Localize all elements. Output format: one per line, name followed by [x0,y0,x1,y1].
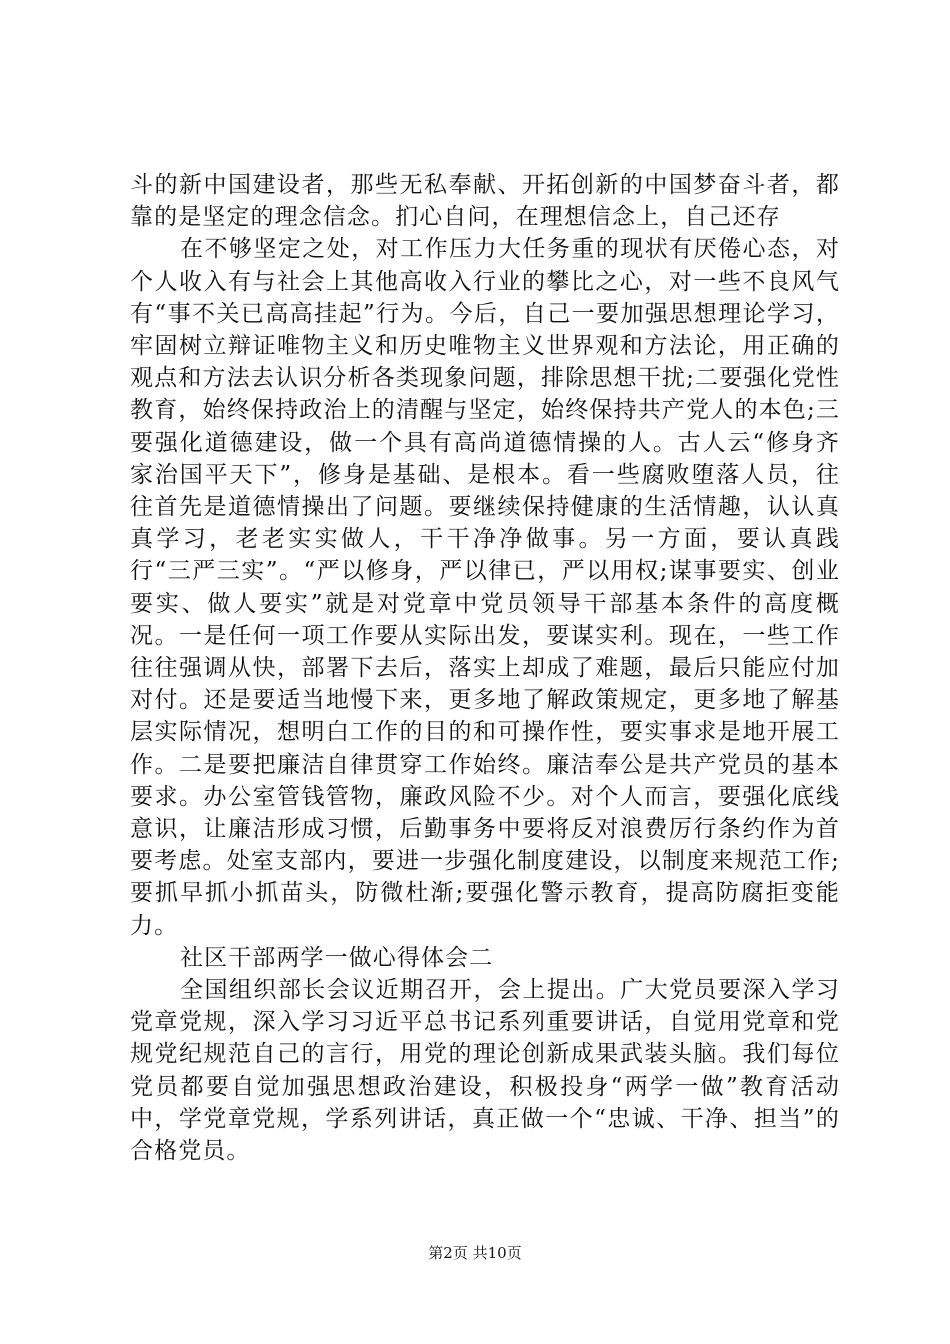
paragraph-section-two: 全国组织部长会议近期召开，会上提出。广大党员要深入学习党章党规，深入学习习近平总书记系列重要讲话，自觉用党章和党规党纪规范自己的言行，用党的理论创新成果武装头脑。我们每位党员都要自觉加强思想政治建设，积极投身“两学一做”教育活动中，学党章党规，学系列讲话，真正做一个“忠诚、干净、担当”的合格党员。 [130,977,840,1165]
paragraph-main: 在不够坚定之处，对工作压力大任务重的现状有厌倦心态，对个人收入有与社会上其他高收入行业的攀比之心，对一些不良风气有“事不关已高高挂起”行为。今后，自己一要加强思想理论学习，牢固树立辩证唯物主义和历史唯物主义世界观和方法论，用正确的观点和方法去认识分析各类现象问题，排除思想干扰;二要强化党性教育，始终保持政治上的清醒与坚定，始终保持共产党人的本色;三要强化道德建设，做一个具有高尚道德情操的人。古人云“修身齐家治国平天下”，修身是基础、是根本。看一些腐败堕落人员，往往首先是道德情操出了问题。要继续保持健康的生活情趣，认认真真学习，老老实实做人，干干净净做事。另一方面，要认真践行“三严三实”。“严以修身，严以律已，严以用权;谋事要实、创业要实、做人要实”就是对党章中党员领导干部基本条件的高度概况。一是任何一项工作要从实际出发，要谋实利。现在，一些工作往往强调从快，部署下去后，落实上却成了难题，最后只能应付加对付。还是要适当地慢下来，更多地了解政策规定，更多地了解基层实际情况，想明白工作的目的和可操作性，要实事求是地开展工作。二是要把廉洁自律贯穿工作始终。廉洁奉公是共产党员的基本要求。办公室管钱管物，廉政风险不少。对个人而言，要强化底线意识，让廉洁形成习惯，后勤事务中要将反对浪费厉行条约作为首要考虑。处室支部内，要进一步强化制度建设，以制度来规范工作;要抓早抓小抓苗头，防微杜渐;要强化警示教育，提高防腐拒变能力。 [130,236,840,939]
document-body [130,169,840,1167]
page-number-footer: 第2页 共10页 [428,1244,522,1262]
paragraph-continuation: 斗的新中国建设者，那些无私奉献、开拓创新的中国梦奋斗者，都靠的是坚定的理念信念。扪心自问，在理想信念上，自己还存 [130,172,840,231]
section-heading: 社区干部两学一做心得体会二 [180,944,494,971]
